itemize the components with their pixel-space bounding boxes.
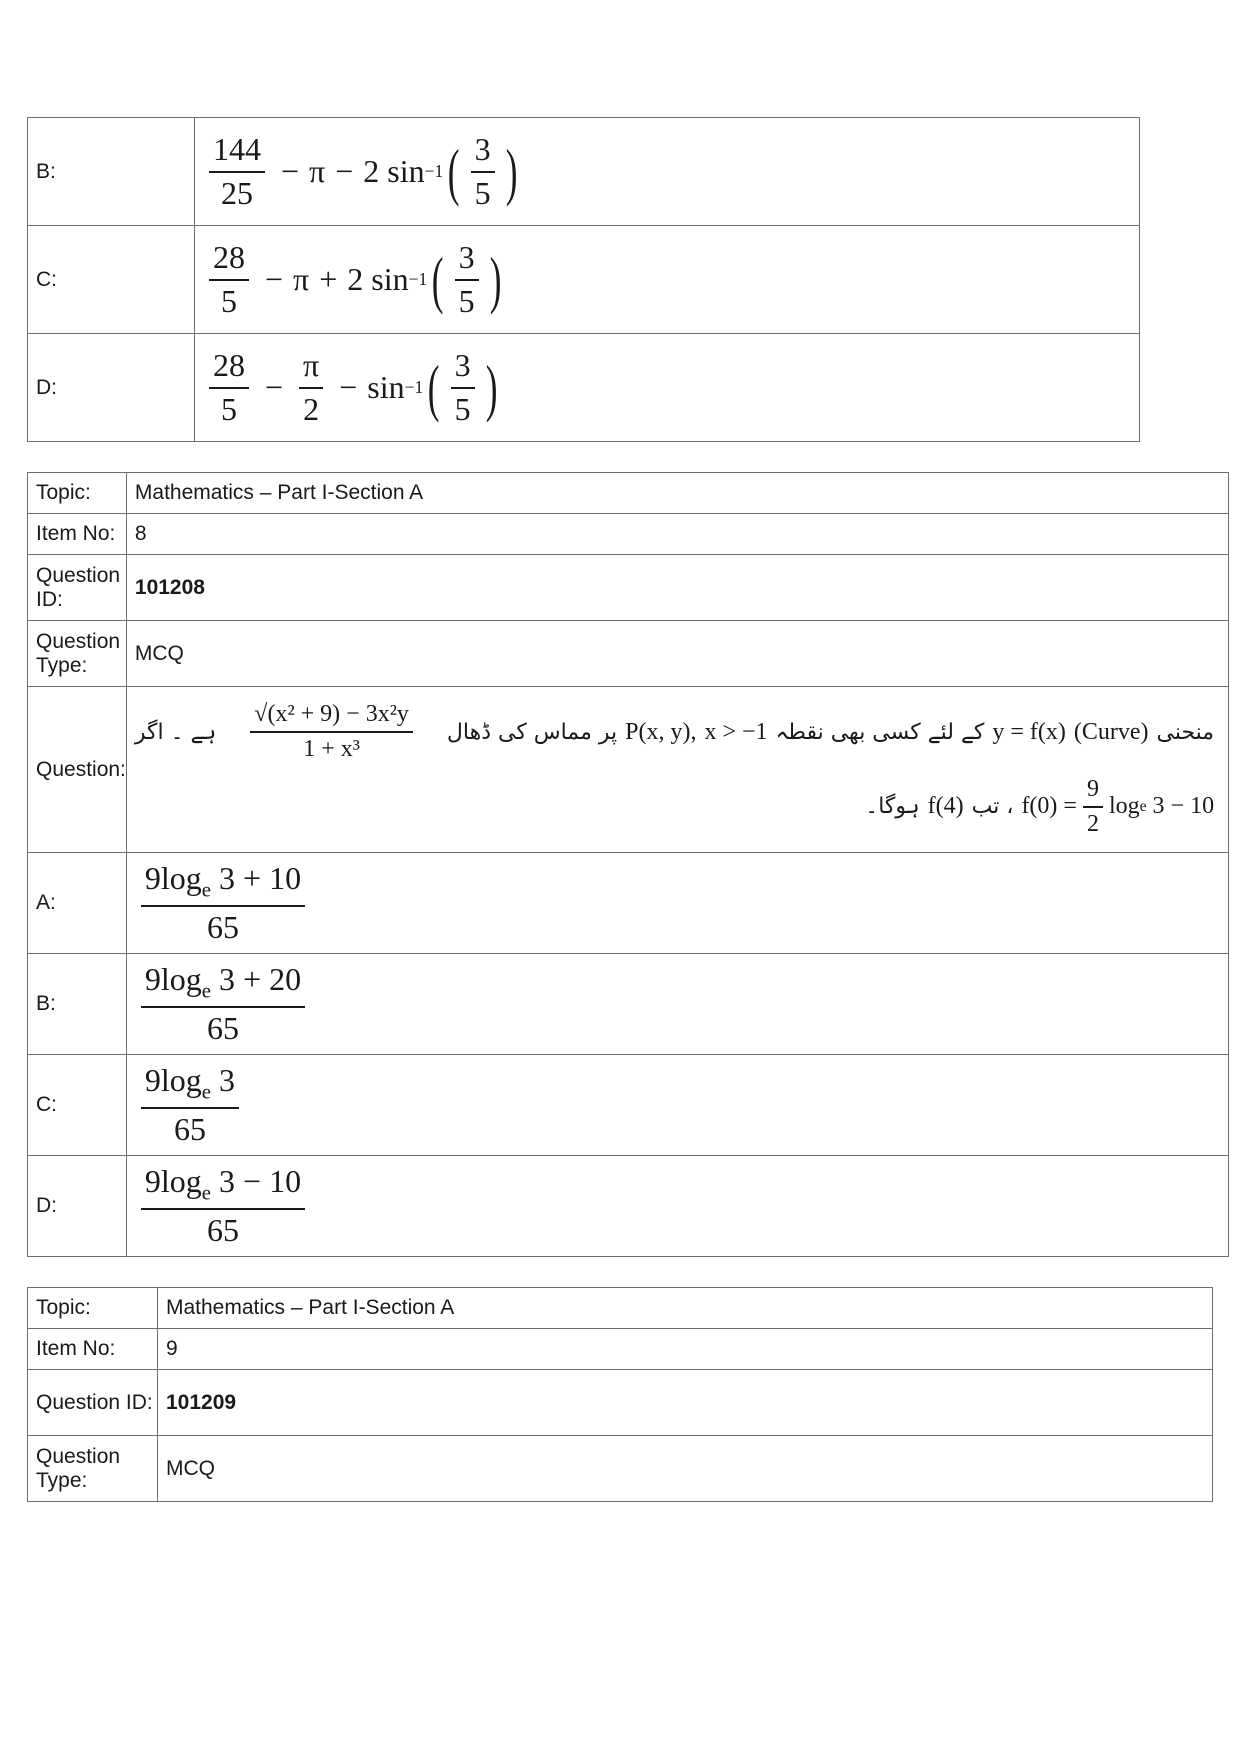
option-row-c (28, 1055, 1229, 1156)
option-label: B: (28, 118, 195, 226)
item-no-label: Item No: (28, 1329, 158, 1370)
question-id-value: 101209 (158, 1370, 1213, 1436)
condition: x > −1 (704, 718, 768, 745)
urdu-slope: پر مماس کی ڈھال (446, 719, 618, 745)
option-row-b (28, 954, 1229, 1055)
topic-row (28, 1288, 1213, 1329)
question-type-value: MCQ (158, 1436, 1213, 1502)
option-label: C: (28, 1055, 127, 1156)
prev-options-table (27, 117, 1140, 442)
topic-value: Mathematics – Part I-Section A (126, 473, 1228, 514)
urdu-will-be: ہوگا۔ (865, 794, 920, 820)
topic-row (28, 473, 1229, 514)
topic-label: Topic: (28, 473, 127, 514)
option-value: $\frac{9\log_e 3 + 20}{65}$ (126, 954, 1228, 1055)
option-row-a (28, 853, 1229, 954)
question-id-value: 101208 (126, 555, 1228, 621)
item-no-value: 9 (158, 1329, 1213, 1370)
option-value: $\frac{28}{5}$ − $\frac{\pi}{2}$ − sin −1 ( $\frac{3}{5}$ ) (195, 334, 1140, 442)
f4: f(4) (927, 793, 964, 820)
urdu-is-if: ہے ۔ اگر (134, 719, 217, 745)
question-type-value: MCQ (126, 621, 1228, 687)
question-id-label: Question ID: (28, 1370, 158, 1436)
option-value: $\frac{28}{5}$ − π + 2 sin −1 ( $\frac{3}{5}$ ) (195, 226, 1140, 334)
question-label: Question: (28, 687, 127, 853)
question-id-row (28, 555, 1229, 621)
urdu-then: ، تب (971, 794, 1014, 820)
option-label: B: (28, 954, 127, 1055)
option-label: D: (28, 334, 195, 442)
option-value: $\frac{9\log_e 3}{65}$ (126, 1055, 1228, 1156)
item-9-table (27, 1287, 1213, 1502)
item-no-value: 8 (126, 514, 1228, 555)
option-row-d (28, 334, 1140, 442)
option-row-d (28, 1156, 1229, 1257)
option-value: $\frac{9\log_e 3 + 10}{65}$ (126, 853, 1228, 954)
point: P(x, y), (625, 718, 697, 745)
question-text: ہے ۔ اگر $\frac{\text{√(x² + 9) − 3x²y}}{\text{1 + x³}}$ پر مماس کی ڈھال P(x, y), x > −1 کے لئے کسی بھی نقطہ y = f(x) (Curve) منحنی ہوگا۔ f(4) ، تب f(0) = $\frac{9}{2}$ log e 3 − 10 (126, 687, 1228, 853)
item-no-row (28, 1329, 1213, 1370)
question-row (28, 687, 1229, 853)
urdu-for-any-point: کے لئے کسی بھی نقطہ (775, 719, 985, 745)
item-8-table (27, 472, 1229, 1257)
question-id-row (28, 1370, 1213, 1436)
function: y = f(x) (992, 718, 1066, 745)
option-label: D: (28, 1156, 127, 1257)
option-row-c (28, 226, 1140, 334)
slope-denominator: 1 + x³ (303, 736, 360, 763)
urdu-curve: منحنی (1156, 719, 1215, 745)
question-type-label: Question Type: (28, 621, 127, 687)
topic-label: Topic: (28, 1288, 158, 1329)
question-type-label: Question Type: (28, 1436, 158, 1502)
item-no-label: Item No: (28, 514, 127, 555)
option-value: $\frac{144}{25}$ − π − 2 sin −1 ( $\frac{3}{5}$ ) (195, 118, 1140, 226)
question-id-label: Question ID: (28, 555, 127, 621)
slope-numerator: √(x² + 9) − 3x²y (250, 702, 413, 733)
topic-value: Mathematics – Part I-Section A (158, 1288, 1213, 1329)
option-value: $\frac{9\log_e 3 - 10}{65}$ (126, 1156, 1228, 1257)
option-label: C: (28, 226, 195, 334)
item-no-row (28, 514, 1229, 555)
question-type-row (28, 621, 1229, 687)
question-type-row (28, 1436, 1213, 1502)
curve-word: (Curve) (1073, 718, 1149, 745)
option-label: A: (28, 853, 127, 954)
option-row-b (28, 118, 1140, 226)
